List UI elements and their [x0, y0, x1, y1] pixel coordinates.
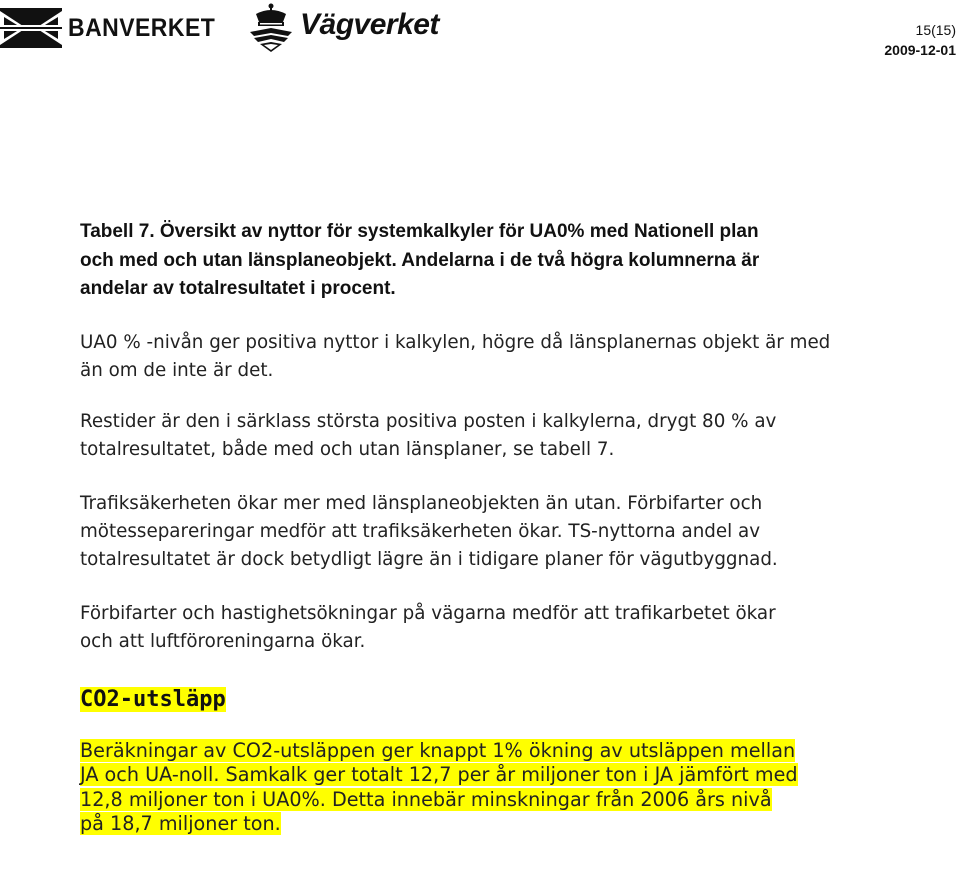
- banverket-wordmark: BANVERKET: [68, 14, 216, 42]
- paragraph-co2-text: Beräkningar av CO2-utsläppen ger knappt 1% ökning av utsläppen mellan JA och UA-noll. Samkalk ger totalt 12,7 per år miljoner ton i JA jämfört med 12,8 miljoner ton i UA0%. Detta innebär minskningar från 2006 års nivå på 18,7 miljoner ton.: [80, 738, 798, 835]
- document-date: 2009-12-01: [884, 42, 956, 58]
- banverket-logo-icon: [0, 8, 62, 48]
- paragraph-traffic-safety: Trafiksäkerheten ökar mer med länsplaneobjekten än utan. Förbifarter och mötesseparеringar medför att trafiksäkerheten ökar. TS-nyttorna andel av totalresultatet är dock betydligt lägre än i tidigare planer för vägutbyggnad.: [80, 492, 778, 570]
- vagverket-logo: [246, 2, 461, 54]
- vagverket-wordmark: Vägverket: [300, 8, 439, 41]
- vagverket-crown-logo-icon: [246, 2, 296, 54]
- paragraph-travel-time: Restider är den i särklass största positiva posten i kalkylerna, drygt 80 % av totalresultatet, både med och utan länsplaner, se tabell 7.: [80, 410, 777, 460]
- section-heading-co2: [80, 685, 940, 715]
- banverket-logo: [0, 8, 214, 48]
- paragraph-ua0-level: UA0 % -nivån ger positiva nyttor i kalkylen, högre då länsplanernas objekt är med än om de inte är det.: [80, 331, 831, 381]
- section-heading-text: CO2-utsläpp: [80, 686, 226, 712]
- paragraph-bypasses: Förbifarter och hastighetsökningar på vägarna medför att trafikarbetet ökar och att luftföroreningarna ökar.: [80, 602, 776, 652]
- paragraph-co2: [80, 739, 800, 837]
- page-number: 15(15): [915, 22, 956, 38]
- page-header: [0, 0, 960, 60]
- table-caption: Tabell 7. Översikt av nyttor för systemkalkyler för UA0% med Nationell plan och med och utan länsplaneobjekt. Andelarna i de två högra kolumnerna är andelar av totalresultatet i procent.: [80, 221, 760, 299]
- page-meta: [884, 20, 956, 60]
- document-body: [80, 218, 940, 837]
